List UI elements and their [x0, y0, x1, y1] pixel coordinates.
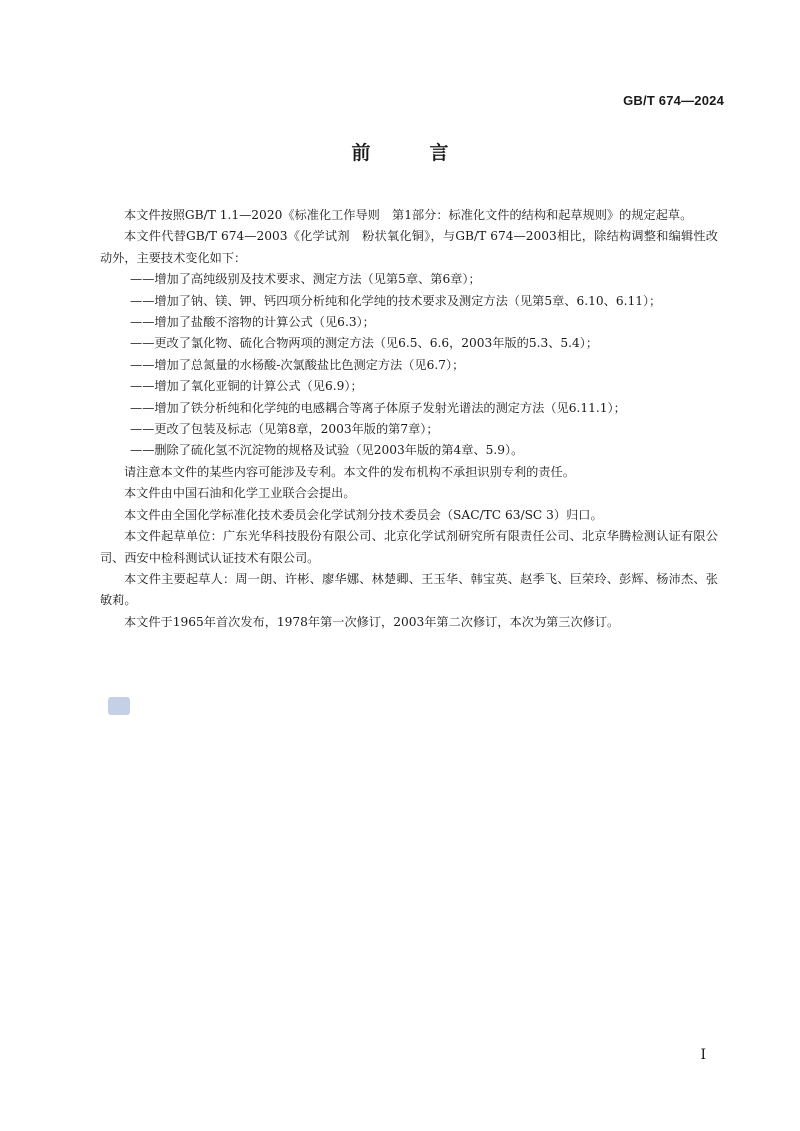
paragraph-committee: 本文件由全国化学标准化技术委员会化学试剂分技术委员会（SAC/TC 63/SC 3）归口。	[124, 507, 603, 522]
sac-logo-icon	[108, 697, 130, 715]
paragraph-drafters: 本文件主要起草人：周一朗、许彬、廖华娜、林楚卿、王玉华、韩宝英、赵季飞、巨荣玲、彭辉、杨沛杰、张敏莉。	[100, 571, 718, 608]
list-item: ——增加了钠、镁、钾、钙四项分析纯和化学纯的技术要求及测定方法（见第5章、6.10、6.11）；	[130, 293, 662, 308]
list-item: ——增加了氧化亚铜的计算公式（见6.9）；	[130, 379, 363, 394]
changes-list	[100, 269, 718, 462]
list-item: ——增加了铁分析纯和化学纯的电感耦合等离子体原子发射光谱法的测定方法（见6.11.1）；	[130, 400, 626, 415]
list-item: ——删除了硫化氢不沉淀物的规格及试验（见2003年版的第4章、5.9）。	[130, 443, 524, 458]
paragraph-drafting-units: 本文件起草单位：广东光华科技股份有限公司、北京化学试剂研究所有限责任公司、北京华腾检测认证有限公司、西安中检科测试认证技术有限公司。	[100, 529, 718, 565]
standard-id: GB/T 674—2024	[623, 93, 724, 108]
paragraph-patent-notice: 请注意本文件的某些内容可能涉及专利。本文件的发布机构不承担识别专利的责任。	[124, 464, 575, 479]
page-number: I	[700, 1047, 706, 1063]
paragraph-drafting-rules: 本文件按照GB/T 1.1—2020《标准化工作导则 第1部分：标准化文件的结构和起草规则》的规定起草。	[124, 208, 693, 222]
list-item: ——更改了包装及标志（见第8章，2003年版的第7章）；	[130, 422, 439, 437]
list-item: ——增加了高纯级别及技术要求、测定方法（见第5章、第6章）；	[130, 272, 481, 287]
document-body	[100, 205, 718, 633]
page-title: 前 言	[351, 142, 469, 164]
list-item: ——增加了总氮量的水杨酸-次氯酸盐比色测定方法（见6.7）；	[130, 357, 465, 372]
list-item: ——更改了氯化物、硫化合物两项的测定方法（见6.5、6.6，2003年版的5.3、5.4）；	[130, 336, 599, 351]
paragraph-proposer: 本文件由中国石油和化学工业联合会提出。	[124, 486, 356, 501]
paragraph-replacement: 本文件代替GB/T 674—2003《化学试剂 粉状氧化铜》，与GB/T 674—2003相比，除结构调整和编辑性改动外，主要技术变化如下：	[100, 229, 718, 265]
paragraph-history: 本文件于1965年首次发布，1978年第一次修订，2003年第二次修订，本次为第三次修订。	[124, 614, 620, 629]
list-item: ——增加了盐酸不溶物的计算公式（见6.3）；	[130, 315, 375, 330]
